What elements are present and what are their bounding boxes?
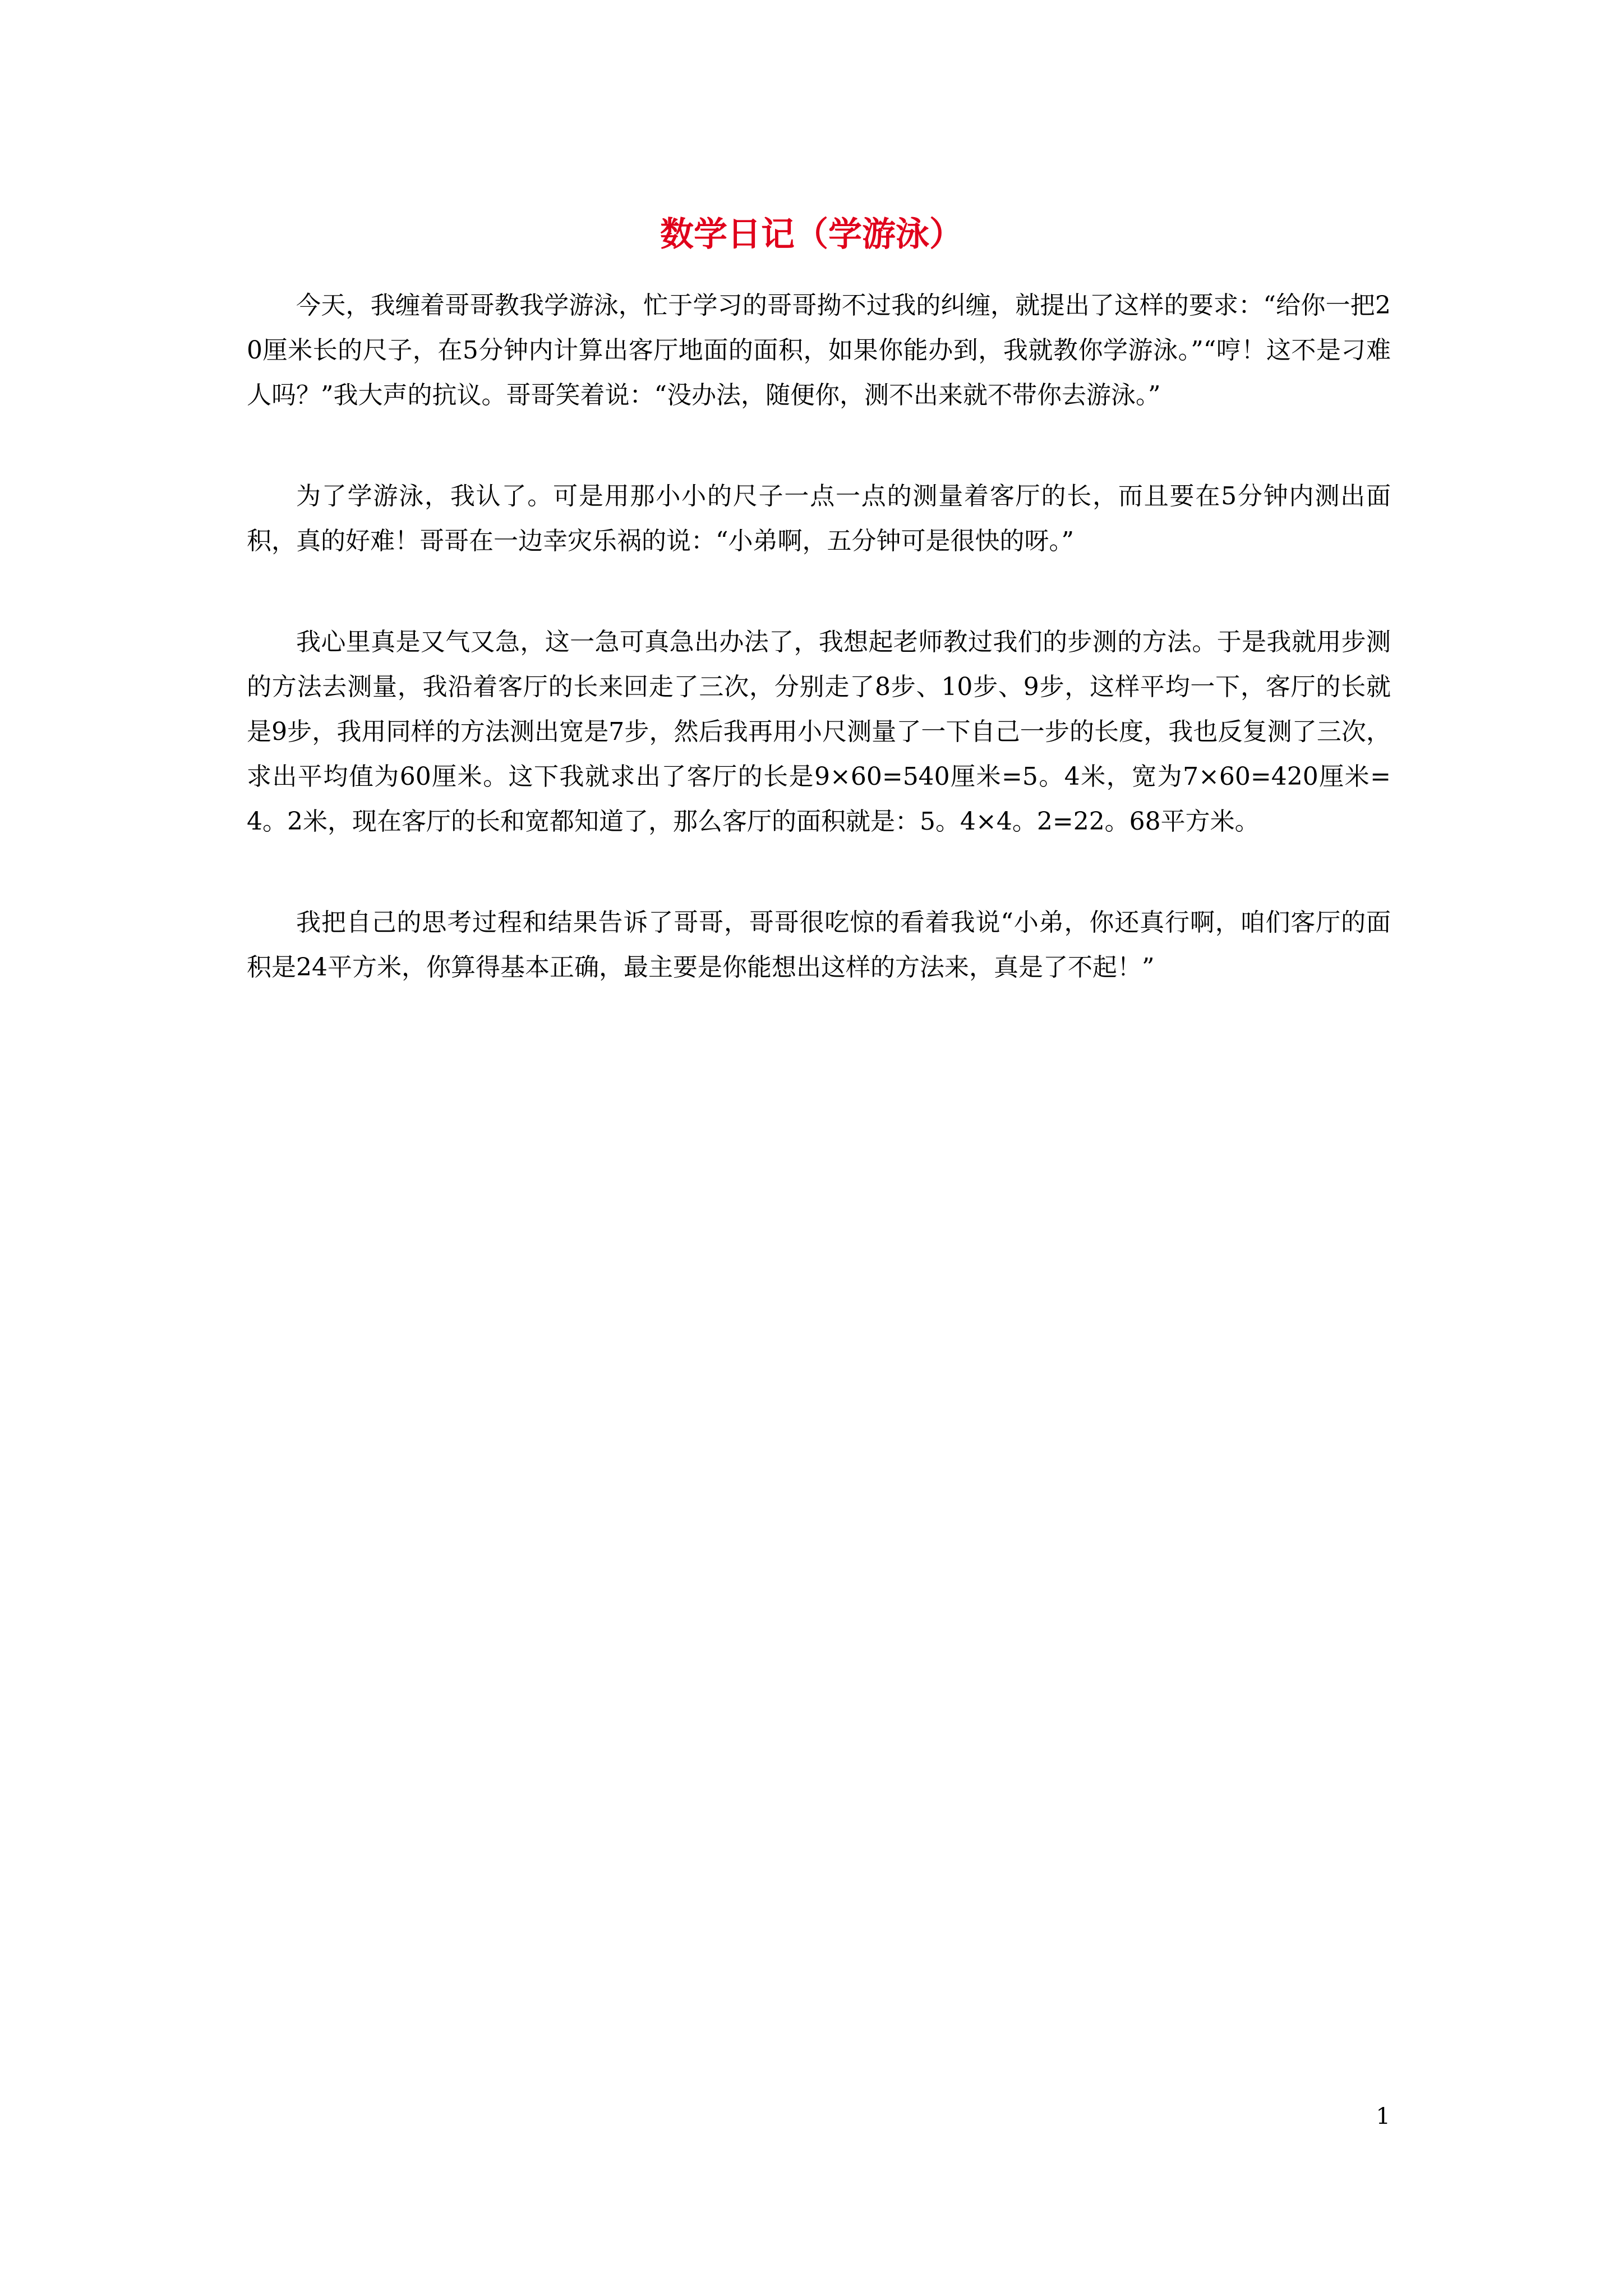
page-title: 数学日记（学游泳）: [660, 215, 963, 254]
paragraph-2: 为了学游泳，我认了。可是用那小小的尺子一点一点的测量着客厅的长，而且要在5分钟内测出面积，真的好难！哥哥在一边幸灾乐祸的说：“小弟啊，五分钟可是很快的呀。”: [247, 482, 1391, 555]
paragraph-1: 今天，我缠着哥哥教我学游泳，忙于学习的哥哥拗不过我的纠缠，就提出了这样的要求：“给你一把20厘米长的尺子，在5分钟内计算出客厅地面的面积，如果你能办到，我就教你学游泳。”“哼！这不是刁难人吗？”我大声的抗议。哥哥笑着说：“没办法，随便你，测不出来就不带你去游泳。”: [247, 291, 1391, 409]
page-number: 1: [1376, 2104, 1390, 2129]
paragraph-4: 我把自己的思考过程和结果告诉了哥哥，哥哥很吃惊的看着我说“小弟，你还真行啊，咱们客厅的面积是24平方米，你算得基本正确，最主要是你能想出这样的方法来，真是了不起！”: [247, 908, 1391, 982]
paragraph-3: 我心里真是又气又急，这一急可真急出办法了，我想起老师教过我们的步测的方法。于是我就用步测的方法去测量，我沿着客厅的长来回走了三次，分别走了8步、10步、9步，这样平均一下，客厅的长就是9步，我用同样的方法测出宽是7步，然后我再用小尺测量了一下自己一步的长度，我也反复测了三次，求出平均值为60厘米。这下我就求出了客厅的长是9×60=540厘米=5。4米，宽为7×60=420厘米=4。2米，现在客厅的长和宽都知道了，那么客厅的面积就是：5。4×4。2=22。68平方米。: [247, 628, 1391, 836]
document-body: [247, 283, 1391, 1046]
